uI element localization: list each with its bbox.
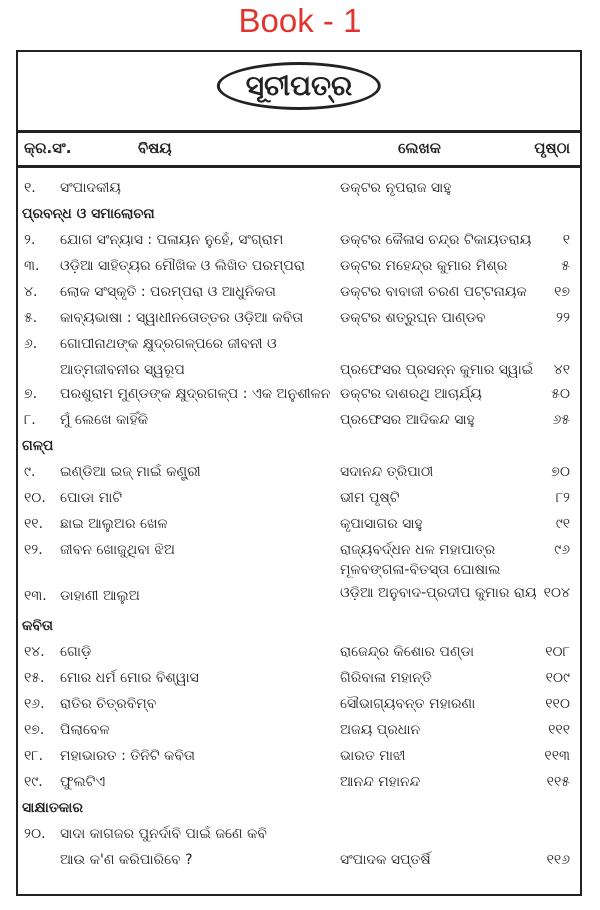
item-subject: ରାତିର ଚିତ୍ରବିମ୍ବ — [60, 696, 157, 712]
item-author: ଭୀମ ପୃଷ୍ଟି — [340, 490, 400, 506]
item-subject: ଓଡ଼ିଆ ସାହିତ୍ୟର ମୌଖିକ ଓ ଲିଖିତ ପରମ୍ପରା — [60, 258, 306, 274]
item-subject-continued: ଆଉ କ'ଣ କରିପାରିବେ ? — [60, 852, 193, 868]
item-author: ରାଜ୍ୟବର୍ଦ୍ଧନ ଧଳ ମହାପାତ୍ର — [340, 542, 496, 558]
list-item — [18, 460, 580, 486]
list-item — [18, 228, 580, 254]
header-author: ଲେଖକ — [398, 139, 441, 157]
item-subject: ମୋର ଧର୍ମ ମୋର ବିଶ୍ୱାସ — [60, 670, 199, 686]
item-author: ସୌଭାଗ୍ୟବନ୍ତ ମହାରଣା — [340, 696, 476, 712]
item-number: ୧୪. — [24, 644, 45, 660]
section-label: ଗଳ୍ପ — [22, 438, 54, 454]
item-page: ୫ — [561, 258, 570, 274]
item-number: ୨. — [24, 232, 36, 248]
item-page: ୧୦୮ — [545, 644, 570, 660]
item-subject: ପିଲାବେଳ — [60, 722, 110, 738]
item-number: ୧୯. — [24, 774, 43, 790]
item-subject: ଫୁଲଟିଏ — [60, 774, 106, 790]
item-number: ୧୫. — [24, 670, 45, 686]
item-author: ଆନନ୍ଦ ମହାନନ୍ଦ — [340, 774, 421, 790]
item-subject-continued: ଆତ୍ମଜୀବନୀର ସ୍ୱରୂପ — [60, 362, 185, 378]
list-item — [18, 176, 580, 202]
item-subject: ଯୋଗ ସଂନ୍ୟାସ : ପଳାୟନ ନୁହେଁ, ସଂଗ୍ରାମ — [60, 232, 284, 248]
list-item — [18, 306, 580, 332]
item-author: କୃପାସାଗର ସାହୁ — [340, 516, 423, 532]
list-item — [18, 770, 580, 796]
table-header — [18, 133, 580, 168]
item-author-translator: ଓଡ଼ିଆ ଅନୁବାଦ-ପ୍ରଦୀପ କୁମାର ରାୟ — [340, 585, 537, 601]
section-heading — [18, 796, 580, 822]
item-page: ୫୦ — [551, 386, 570, 402]
title-box — [18, 52, 580, 133]
item-number: ୯. — [24, 464, 36, 480]
item-subject: ସଂପାଦକୀୟ — [60, 180, 121, 196]
item-subject: ଲୋକ ସଂସ୍କୃତି : ପରମ୍ପରା ଓ ଆଧୁନିକତା — [60, 284, 276, 300]
section-label: ସାକ୍ଷାତକାର — [22, 800, 83, 816]
item-author: ସଦାନନ୍ଦ ତ୍ରିପାଠୀ — [340, 464, 434, 480]
item-subject: ମହାଭାରତ : ତିନିଟି କବିତା — [60, 748, 196, 764]
list-item — [18, 486, 580, 512]
item-number: ୧୨. — [24, 542, 43, 558]
list-item — [18, 718, 580, 744]
item-page: ୧ — [562, 232, 570, 248]
item-page: ୪୧ — [553, 362, 570, 378]
list-item — [18, 666, 580, 692]
list-item — [18, 564, 580, 614]
item-author: ଗିରିବାଳା ମହାନ୍ତି — [340, 670, 432, 686]
list-item — [18, 382, 580, 408]
item-subject: କାବ୍ୟଭାଷା : ସ୍ୱାଧୀନତୋତ୍ତର ଓଡ଼ିଆ କବିତା — [60, 310, 304, 326]
contents-list — [18, 168, 580, 872]
item-page: ୧୭ — [554, 284, 570, 300]
item-page: ୧୧୬ — [546, 852, 570, 868]
section-heading — [18, 434, 580, 460]
item-subject: ସାଦା କାଗଜର ପୁନର୍ଦାବି ପାଇଁ ଜଣେ କବି — [60, 826, 267, 842]
item-author: ପ୍ରଫେସର ଆଦିକନ୍ଦ ସାହୁ — [340, 412, 475, 428]
item-number: ୧. — [24, 180, 36, 196]
item-subject: ମୁଁ ଲେଖେ କାହିଁକି — [60, 412, 149, 428]
item-number: ୧୦. — [24, 490, 46, 506]
item-number: ୫. — [24, 310, 38, 326]
contents-frame — [16, 50, 582, 896]
item-author: ଅଜୟ ପ୍ରଧାନ — [340, 722, 421, 738]
item-author: ଡକ୍ଟର ଶତ୍ରୁଘ୍ନ ପାଣ୍ଡବ — [340, 310, 486, 326]
header-subject: ବିଷୟ — [138, 139, 172, 157]
item-subject: ପରଶୁରାମ ମୁଣ୍ଡଙ୍କ କ୍ଷୁଦ୍ରଗଳ୍ପ : ଏକ ଅନୁଶୀଳନ — [60, 386, 331, 402]
section-heading — [18, 614, 580, 640]
item-author: ଡକ୍ଟର ନୃପରାଜ ସାହୁ — [340, 180, 452, 196]
item-number: ୨୦. — [24, 826, 46, 842]
item-author: ଭାରତ ମାଝୀ — [340, 748, 406, 764]
item-page: ୬୫ — [552, 412, 570, 428]
list-item — [18, 512, 580, 538]
item-page: ୧୦୯ — [545, 670, 570, 686]
item-author: ସଂପାଦକ ସପ୍ତର୍ଷି — [340, 852, 431, 868]
item-page: ୧୧୦ — [545, 696, 570, 712]
item-number: ୧୮. — [24, 748, 44, 764]
item-author: ଡକ୍ଟର କୈଳାସ ଚନ୍ଦ୍ର ଟିକାୟତରାୟ — [340, 232, 532, 248]
item-number: ୭. — [24, 386, 38, 402]
item-author: ରାଜେନ୍ଦ୍ର କିଶୋର ପଣ୍ଡା — [340, 644, 475, 660]
item-page: ୧୧୩ — [544, 748, 570, 764]
item-number: ୧୬. — [24, 696, 45, 712]
list-item — [18, 538, 580, 564]
page-title: ସୂଚୀପତ୍ର — [217, 62, 381, 110]
item-subject: ଡାହାଣୀ ଆଲୁଅ — [60, 588, 140, 604]
list-item — [18, 280, 580, 306]
list-item — [18, 640, 580, 666]
list-item — [18, 822, 580, 872]
item-page: ୧୧୫ — [546, 774, 570, 790]
item-author: ଡକ୍ଟର ମହେନ୍ଦ୍ର କୁମାର ମିଶ୍ର — [340, 258, 508, 274]
section-label: ପ୍ରବନ୍ଧ ଓ ସମାଲୋଚନା — [22, 206, 155, 222]
item-author: ପ୍ରଫେସର ପ୍ରସନ୍ନ କୁମାର ସ୍ୱାଇଁ — [340, 362, 534, 378]
item-subject: ପୋଡା ମାଟି — [60, 490, 123, 506]
item-subject: ଗୋପୀନାଥଙ୍କ କ୍ଷୁଦ୍ରଗଳ୍ପରେ ଜୀବନୀ ଓ — [60, 336, 277, 352]
header-serial: କ୍ର.ସଂ. — [24, 139, 72, 157]
item-author-original: ମୂଳବଙ୍ଗଳା-ବିତସ୍ତା ଘୋଷାଲ — [340, 562, 501, 578]
item-subject: ଇଣ୍ଡିଆ ଇଜ୍ ମାଇଁ କଣ୍ଟ୍ରୀ — [60, 464, 201, 480]
item-number: ୩. — [24, 258, 40, 274]
list-item — [18, 408, 580, 434]
item-page: ୧୧୧ — [548, 722, 570, 738]
list-item — [18, 744, 580, 770]
list-item — [18, 692, 580, 718]
item-page: ୨୨ — [556, 310, 570, 326]
section-heading — [18, 202, 580, 228]
item-number: ୧୩. — [24, 588, 47, 604]
list-item — [18, 332, 580, 382]
item-number: ୮. — [24, 412, 36, 428]
list-item — [18, 254, 580, 280]
item-subject: ଛାଇ ଆଲୁଅର ଖେଳ — [60, 516, 168, 532]
item-number: ୪. — [24, 284, 38, 300]
item-page: ୮୨ — [555, 490, 570, 506]
item-author: ଡକ୍ଟର ବାବାଜୀ ଚରଣ ପଟ୍ଟନାୟକ — [340, 284, 527, 300]
section-label: କବିତା — [22, 618, 54, 634]
item-author: ଡକ୍ଟର ଦାଶରଥି ଆଚାର୍ଯ୍ୟ — [340, 386, 482, 402]
book-label: Book - 1 — [238, 2, 362, 39]
item-page: ୧୦୪ — [543, 585, 570, 601]
header-page: ପୃଷ୍ଠା — [534, 139, 570, 157]
item-page: ୭୦ — [551, 464, 570, 480]
item-number: ୬. — [24, 336, 38, 352]
item-subject: ଗୋଡ଼ି — [60, 644, 92, 660]
item-number: ୧୧. — [24, 516, 44, 532]
item-page: ୯୧ — [555, 516, 570, 532]
item-subject: ଜୀବନ ଖୋଜୁଥିବା ଝିଅ — [60, 542, 175, 558]
item-page: ୯୬ — [554, 542, 570, 558]
item-number: ୧୭. — [24, 722, 45, 738]
